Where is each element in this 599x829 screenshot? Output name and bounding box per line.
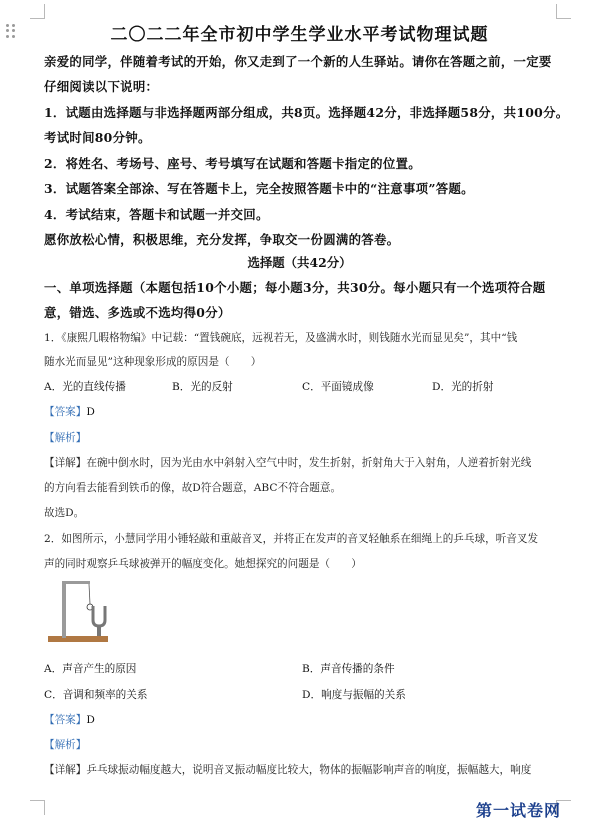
- answer-line: [44, 404, 95, 419]
- analysis-tag: 【解析】: [44, 739, 87, 751]
- answer-tag: 【答案】: [44, 406, 87, 418]
- page-corner-mark: [556, 4, 571, 19]
- option-d: D．光的折射: [432, 381, 494, 393]
- answer-value: D: [86, 714, 95, 726]
- stand-pole: [62, 582, 66, 638]
- answer-tag: 【答案】: [44, 714, 87, 726]
- intro-line: 考试时间80分钟。: [44, 130, 151, 145]
- option-d: D．响度与振幅的关系: [302, 689, 406, 701]
- intro-line: 4．考试结束，答题卡和试题一并交回。: [44, 207, 269, 222]
- detail-line: 故选D。: [44, 507, 85, 519]
- option-b: B．光的反射: [172, 381, 233, 393]
- question-stem: 2．如图所示，小慧同学用小锤轻敲和重敲音叉，并将正在发声的音叉轻触系在细绳上的乒乓球，听音叉发: [44, 533, 539, 545]
- question-stem: 声的同时观察乒乓球被弹开的幅度变化。她想探究的问题是（ ）: [44, 558, 362, 570]
- option-a: A．声音产生的原因: [44, 663, 137, 675]
- section-desc: 意，错选、多选或不选均得0分）: [44, 305, 231, 320]
- option-c: C．音调和频率的关系: [44, 689, 148, 701]
- analysis-tag: 【解析】: [44, 432, 87, 444]
- page-title: 二〇二二年全市初中学生学业水平考试物理试题: [110, 25, 489, 45]
- answer-value: D: [86, 406, 95, 418]
- intro-line: 仔细阅读以下说明：: [44, 79, 159, 94]
- watermark-text: 第一试卷网: [476, 801, 562, 820]
- intro-line: 3．试题答案全部涂、写在答题卡上，完全按照答题卡中的“注意事项”答题。: [44, 181, 474, 196]
- section-desc: 一、单项选择题（本题包括10个小题；每小题3分，共30分。每小题只有一个选项符合题: [44, 280, 546, 295]
- string: [89, 584, 90, 604]
- intro-line: 1．试题由选择题与非选择题两部分组成，共8页。选择题42分，非选择题58分，共100分。: [44, 105, 569, 120]
- intro-line: 2．将姓名、考场号、座号、考号填写在试题和答题卡指定的位置。: [44, 156, 421, 171]
- detail-line: 的方向看去能看到铁币的像，故D符合题意，ABC不符合题意。: [44, 482, 342, 494]
- option-c: C．平面镜成像: [302, 381, 374, 393]
- section-title: 选择题（共42分）: [247, 255, 352, 270]
- detail-line: 【详解】在碗中倒水时，因为光由水中斜射入空气中时，发生折射，折射角大于入射角，人逆着折射光线: [44, 457, 532, 469]
- option-b: B．声音传播的条件: [302, 663, 395, 675]
- question-stem: 随水光而显见”这种现象形成的原因是（ ）: [44, 356, 262, 368]
- answer-line: [44, 712, 95, 727]
- page-corner-mark: [30, 800, 45, 815]
- tuning-fork: [93, 606, 105, 626]
- tuning-fork-figure: [44, 576, 124, 646]
- fork-base: [90, 636, 108, 642]
- detail-line: 【详解】乒乓球振动幅度越大，说明音叉振动幅度比较大，物体的振幅影响声音的响度，振幅越大，响度: [44, 764, 532, 776]
- intro-line: 亲爱的同学，伴随着考试的开始，你又走到了一个新的人生驿站。请你在答题之前，一定要: [44, 54, 552, 69]
- intro-line: 愿你放松心情，积极思维，充分发挥，争取交一份圆满的答卷。: [44, 232, 400, 247]
- stand-arm: [62, 581, 90, 584]
- question-stem: 1．《康熙几暇格物编》中记载：“置钱碗底，远视若无，及盛满水时，则钱随水光而显见矣”，其中“钱: [44, 332, 518, 344]
- option-a: A．光的直线传播: [44, 381, 126, 393]
- page-corner-mark: [30, 4, 45, 19]
